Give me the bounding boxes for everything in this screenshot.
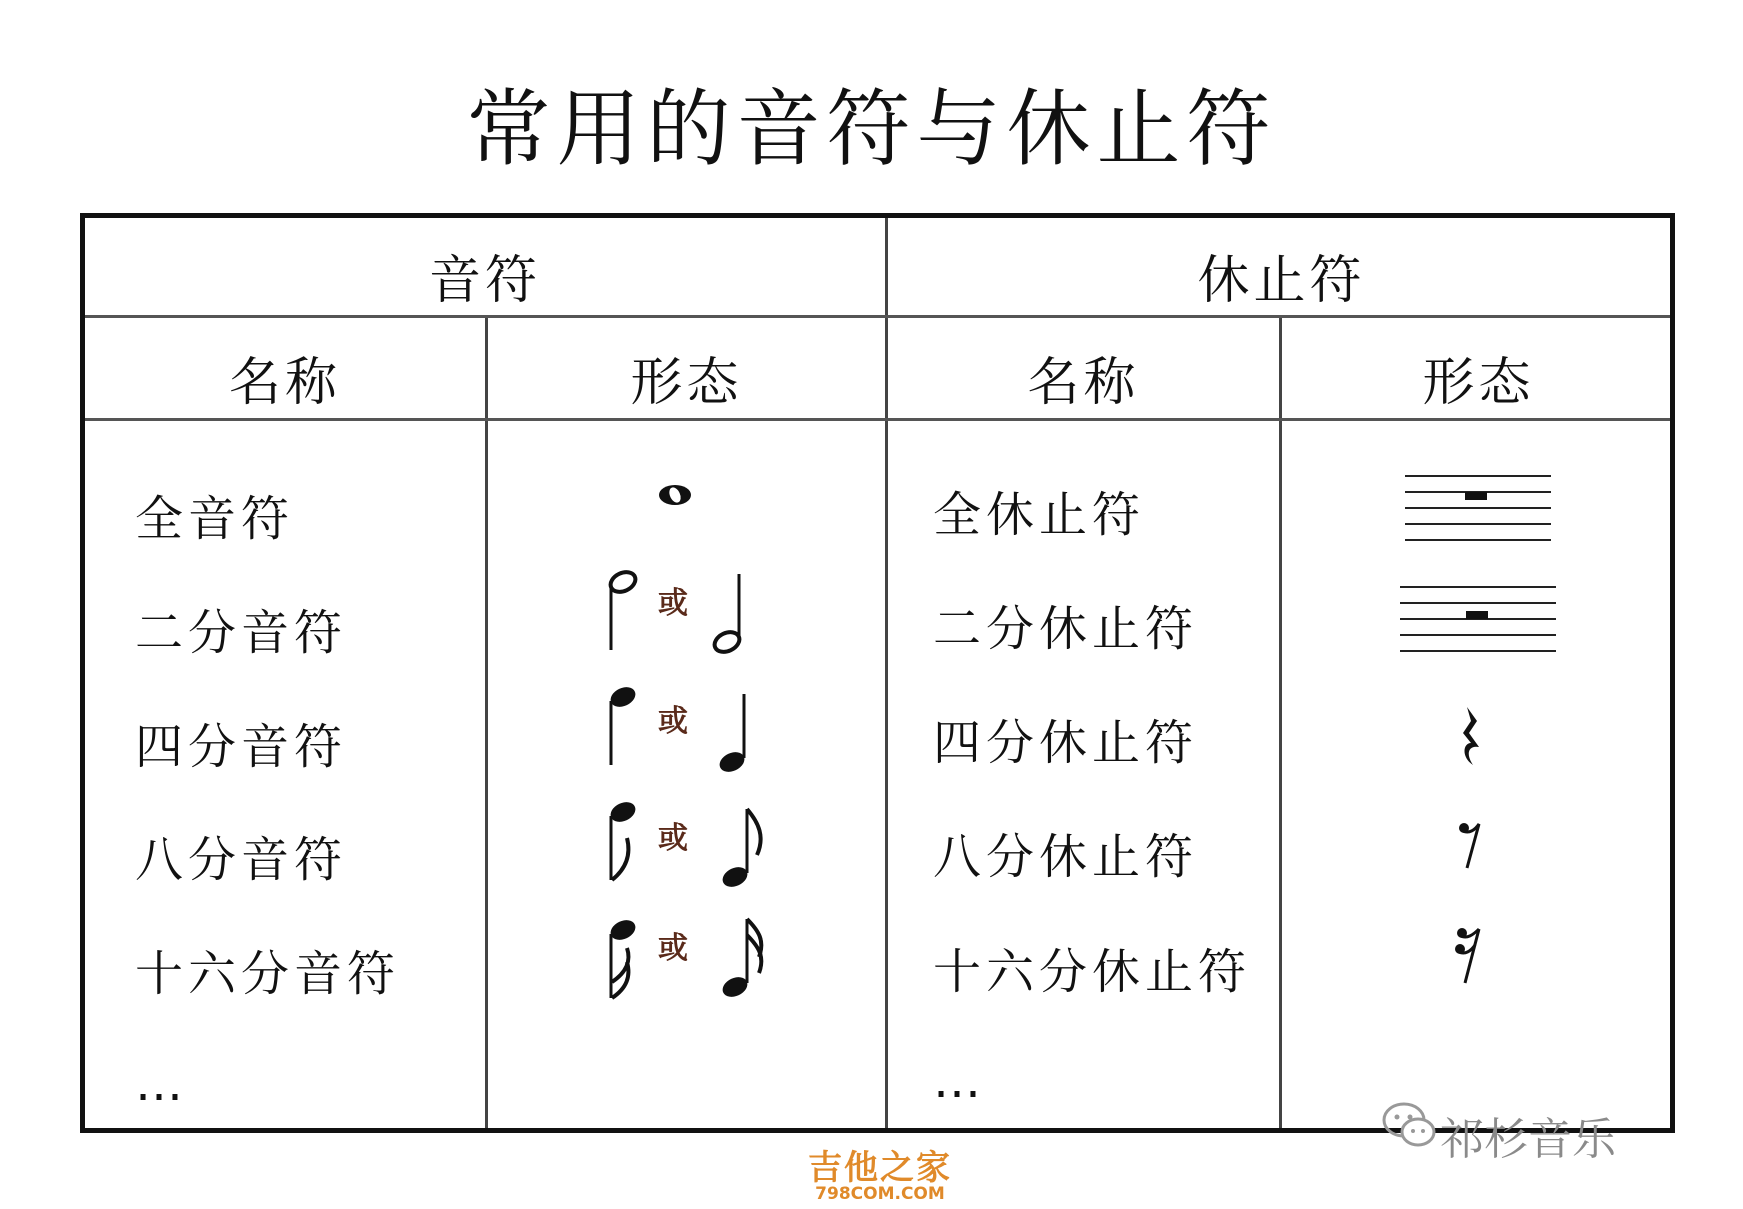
notation-table [80, 213, 1675, 1133]
half-note-stem-up-icon [709, 568, 754, 658]
note-name-whole: 全音符 [135, 491, 295, 547]
eighth-note-stem-down-icon [603, 798, 643, 883]
divider-subheader [85, 418, 1670, 421]
sixteenth-rest-icon [1453, 923, 1485, 988]
or-label-quarter: 或 [658, 704, 688, 739]
half-rest-icon [1398, 581, 1558, 661]
rest-name-sixteenth: 十六分休止符 [933, 944, 1252, 1000]
divider-notes-name-form [485, 318, 488, 1128]
notes-header: 音符 [428, 251, 541, 311]
whole-rest-icon [1403, 470, 1553, 550]
eighth-rest-icon [1455, 818, 1485, 873]
note-name-eighth: 八分音符 [135, 832, 348, 888]
site-url: 798COM.COM [815, 1184, 945, 1204]
rest-name-whole: 全休止符 [933, 487, 1146, 543]
divider-header [85, 315, 1670, 318]
wechat-icon [1380, 1100, 1440, 1152]
note-name-half: 二分音符 [135, 605, 348, 661]
quarter-note-stem-down-icon [603, 683, 643, 768]
divider-rests-name-form [1279, 318, 1282, 1128]
watermark-text: 祁杉音乐 [1440, 1114, 1616, 1165]
or-label-sixteenth: 或 [658, 931, 688, 966]
eighth-note-stem-up-icon [717, 803, 767, 893]
or-label-half: 或 [658, 586, 688, 621]
rests-form-header: 形态 [1422, 353, 1535, 413]
rest-name-quarter: 四分休止符 [933, 715, 1199, 771]
page-title: 常用的音符与休止符 [466, 80, 1277, 178]
note-name-ellipsis: … [135, 1056, 188, 1112]
whole-note-icon [655, 480, 695, 510]
notes-name-header: 名称 [228, 353, 341, 413]
sixteenth-note-stem-down-icon [603, 916, 643, 1001]
rest-name-eighth: 八分休止符 [933, 829, 1199, 885]
sixteenth-note-stem-up-icon [717, 913, 767, 1003]
quarter-rest-icon [1457, 703, 1487, 773]
rest-name-ellipsis: … [933, 1053, 986, 1109]
or-label-eighth: 或 [658, 821, 688, 856]
half-note-stem-down-icon [603, 568, 643, 653]
notes-form-header: 形态 [630, 353, 743, 413]
rests-name-header: 名称 [1027, 353, 1140, 413]
rests-header: 休止符 [1197, 251, 1366, 311]
site-logo-text: 吉他之家 [808, 1148, 952, 1188]
note-name-sixteenth: 十六分音符 [135, 946, 401, 1002]
note-name-quarter: 四分音符 [135, 719, 348, 775]
rest-name-half: 二分休止符 [933, 601, 1199, 657]
quarter-note-stem-up-icon [714, 688, 759, 778]
